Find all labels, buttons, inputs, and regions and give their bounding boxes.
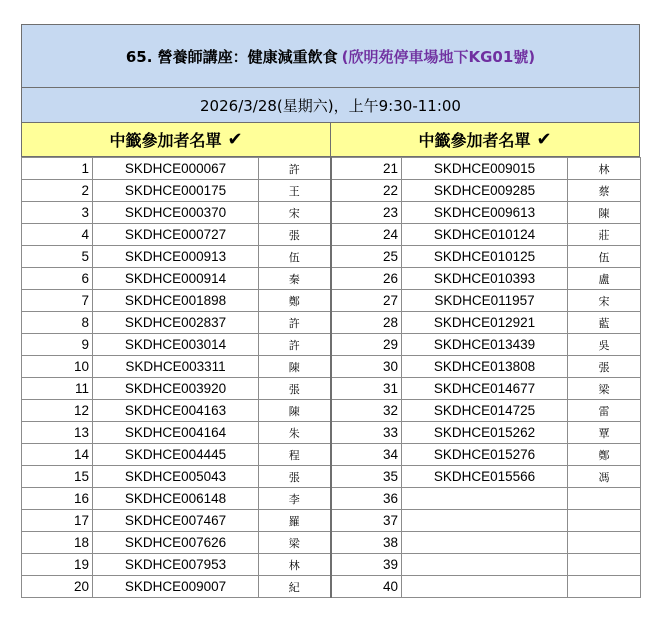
participant-code: SKDHCE000914 bbox=[93, 268, 259, 290]
participant-code: SKDHCE009613 bbox=[402, 202, 568, 224]
row-number: 2 bbox=[22, 180, 93, 202]
participant-code: SKDHCE003014 bbox=[93, 334, 259, 356]
row-number: 1 bbox=[22, 158, 93, 180]
table-row bbox=[22, 356, 641, 378]
row-number: 24 bbox=[331, 224, 402, 246]
participant-code: SKDHCE007467 bbox=[93, 510, 259, 532]
participant-surname: 張 bbox=[259, 224, 331, 246]
participant-surname: 張 bbox=[568, 356, 641, 378]
row-number: 3 bbox=[22, 202, 93, 224]
table-row bbox=[22, 312, 641, 334]
participant-surname: 藍 bbox=[568, 312, 641, 334]
row-number: 30 bbox=[331, 356, 402, 378]
row-number: 21 bbox=[331, 158, 402, 180]
right-header-label: 中籤參加者名單 bbox=[418, 131, 531, 150]
table-row bbox=[22, 444, 641, 466]
participant-surname: 陳 bbox=[259, 400, 331, 422]
participant-code: SKDHCE014725 bbox=[402, 400, 568, 422]
row-number: 9 bbox=[22, 334, 93, 356]
participant-code: SKDHCE003920 bbox=[93, 378, 259, 400]
event-date-row bbox=[21, 88, 640, 123]
participant-surname bbox=[568, 488, 641, 510]
table-row bbox=[22, 576, 641, 598]
table-row bbox=[22, 488, 641, 510]
participant-surname: 莊 bbox=[568, 224, 641, 246]
participant-code: SKDHCE000370 bbox=[93, 202, 259, 224]
row-number: 37 bbox=[331, 510, 402, 532]
event-date: 2026/3/28(星期六)，上午9:30-11:00 bbox=[200, 96, 461, 115]
table-row bbox=[22, 334, 641, 356]
participant-code: SKDHCE009285 bbox=[402, 180, 568, 202]
participant-surname: 陳 bbox=[259, 356, 331, 378]
row-number: 28 bbox=[331, 312, 402, 334]
participant-code: SKDHCE013808 bbox=[402, 356, 568, 378]
participant-surname bbox=[568, 554, 641, 576]
table-row bbox=[22, 532, 641, 554]
participant-code: SKDHCE004164 bbox=[93, 422, 259, 444]
row-number: 14 bbox=[22, 444, 93, 466]
table-row bbox=[22, 202, 641, 224]
participant-surname: 雷 bbox=[568, 400, 641, 422]
row-number: 36 bbox=[331, 488, 402, 510]
table-row bbox=[22, 180, 641, 202]
row-number: 7 bbox=[22, 290, 93, 312]
participant-code: SKDHCE000727 bbox=[93, 224, 259, 246]
check-icon: ✔ bbox=[536, 129, 552, 150]
participant-code: SKDHCE013439 bbox=[402, 334, 568, 356]
row-number: 29 bbox=[331, 334, 402, 356]
participant-code bbox=[402, 488, 568, 510]
participant-surname bbox=[568, 532, 641, 554]
list-header-row bbox=[21, 123, 640, 157]
row-number: 31 bbox=[331, 378, 402, 400]
row-number: 10 bbox=[22, 356, 93, 378]
participant-surname: 梁 bbox=[259, 532, 331, 554]
participant-code: SKDHCE006148 bbox=[93, 488, 259, 510]
participant-surname: 林 bbox=[259, 554, 331, 576]
participant-surname: 許 bbox=[259, 312, 331, 334]
participant-surname: 宋 bbox=[568, 290, 641, 312]
participant-surname: 王 bbox=[259, 180, 331, 202]
participant-code: SKDHCE012921 bbox=[402, 312, 568, 334]
participant-surname: 許 bbox=[259, 334, 331, 356]
participant-code: SKDHCE010125 bbox=[402, 246, 568, 268]
row-number: 23 bbox=[331, 202, 402, 224]
row-number: 4 bbox=[22, 224, 93, 246]
participant-code: SKDHCE015262 bbox=[402, 422, 568, 444]
participant-code: SKDHCE010124 bbox=[402, 224, 568, 246]
lottery-result-sheet bbox=[21, 24, 640, 598]
table-row bbox=[22, 290, 641, 312]
participant-surname: 盧 bbox=[568, 268, 641, 290]
row-number: 33 bbox=[331, 422, 402, 444]
row-number: 39 bbox=[331, 554, 402, 576]
table-row bbox=[22, 268, 641, 290]
event-title: 65. 營養師講座：健康減重飲食 bbox=[125, 47, 338, 66]
event-location: (欣明苑停車場地下KG01號) bbox=[341, 47, 536, 66]
row-number: 34 bbox=[331, 444, 402, 466]
row-number: 12 bbox=[22, 400, 93, 422]
participant-surname bbox=[568, 576, 641, 598]
participant-code: SKDHCE001898 bbox=[93, 290, 259, 312]
row-number: 32 bbox=[331, 400, 402, 422]
row-number: 38 bbox=[331, 532, 402, 554]
table-row bbox=[22, 510, 641, 532]
participant-surname: 程 bbox=[259, 444, 331, 466]
table-row bbox=[22, 378, 641, 400]
row-number: 25 bbox=[331, 246, 402, 268]
participant-code: SKDHCE000175 bbox=[93, 180, 259, 202]
table-row bbox=[22, 400, 641, 422]
row-number: 27 bbox=[331, 290, 402, 312]
participant-table bbox=[21, 157, 641, 598]
right-list-header bbox=[331, 123, 640, 157]
participant-surname: 梁 bbox=[568, 378, 641, 400]
participant-code: SKDHCE007953 bbox=[93, 554, 259, 576]
participant-surname: 鄭 bbox=[259, 290, 331, 312]
event-title-row bbox=[21, 24, 640, 88]
left-list-header bbox=[22, 123, 331, 157]
participant-surname: 馮 bbox=[568, 466, 641, 488]
row-number: 6 bbox=[22, 268, 93, 290]
row-number: 40 bbox=[331, 576, 402, 598]
table-row bbox=[22, 554, 641, 576]
participant-code: SKDHCE004163 bbox=[93, 400, 259, 422]
participant-surname bbox=[568, 510, 641, 532]
participant-code: SKDHCE002837 bbox=[93, 312, 259, 334]
participant-surname: 紀 bbox=[259, 576, 331, 598]
participant-code: SKDHCE015276 bbox=[402, 444, 568, 466]
row-number: 22 bbox=[331, 180, 402, 202]
participant-surname: 伍 bbox=[259, 246, 331, 268]
participant-code bbox=[402, 532, 568, 554]
row-number: 13 bbox=[22, 422, 93, 444]
participant-code bbox=[402, 576, 568, 598]
left-header-label: 中籤參加者名單 bbox=[109, 131, 222, 150]
row-number: 17 bbox=[22, 510, 93, 532]
row-number: 19 bbox=[22, 554, 93, 576]
participant-surname: 陳 bbox=[568, 202, 641, 224]
table-row bbox=[22, 466, 641, 488]
row-number: 11 bbox=[22, 378, 93, 400]
participant-surname: 林 bbox=[568, 158, 641, 180]
participant-code: SKDHCE005043 bbox=[93, 466, 259, 488]
row-number: 26 bbox=[331, 268, 402, 290]
participant-code bbox=[402, 554, 568, 576]
check-icon: ✔ bbox=[227, 129, 243, 150]
participant-surname: 張 bbox=[259, 466, 331, 488]
participant-code: SKDHCE011957 bbox=[402, 290, 568, 312]
row-number: 16 bbox=[22, 488, 93, 510]
table-row bbox=[22, 422, 641, 444]
participant-surname: 朱 bbox=[259, 422, 331, 444]
participant-code: SKDHCE004445 bbox=[93, 444, 259, 466]
participant-surname: 許 bbox=[259, 158, 331, 180]
participant-code: SKDHCE007626 bbox=[93, 532, 259, 554]
row-number: 8 bbox=[22, 312, 93, 334]
row-number: 18 bbox=[22, 532, 93, 554]
table-row bbox=[22, 224, 641, 246]
participant-code: SKDHCE015566 bbox=[402, 466, 568, 488]
participant-surname: 伍 bbox=[568, 246, 641, 268]
participant-code: SKDHCE003311 bbox=[93, 356, 259, 378]
participant-surname: 羅 bbox=[259, 510, 331, 532]
participant-surname: 吳 bbox=[568, 334, 641, 356]
participant-surname: 秦 bbox=[259, 268, 331, 290]
participant-code: SKDHCE014677 bbox=[402, 378, 568, 400]
participant-code: SKDHCE000913 bbox=[93, 246, 259, 268]
participant-surname: 張 bbox=[259, 378, 331, 400]
participant-surname: 李 bbox=[259, 488, 331, 510]
table-row bbox=[22, 158, 641, 180]
participant-surname: 蔡 bbox=[568, 180, 641, 202]
row-number: 15 bbox=[22, 466, 93, 488]
row-number: 35 bbox=[331, 466, 402, 488]
participant-surname: 覃 bbox=[568, 422, 641, 444]
participant-code: SKDHCE010393 bbox=[402, 268, 568, 290]
row-number: 20 bbox=[22, 576, 93, 598]
participant-code: SKDHCE009015 bbox=[402, 158, 568, 180]
participant-code: SKDHCE009007 bbox=[93, 576, 259, 598]
table-row bbox=[22, 246, 641, 268]
participant-surname: 鄭 bbox=[568, 444, 641, 466]
row-number: 5 bbox=[22, 246, 93, 268]
participant-surname: 宋 bbox=[259, 202, 331, 224]
participant-code bbox=[402, 510, 568, 532]
participant-code: SKDHCE000067 bbox=[93, 158, 259, 180]
